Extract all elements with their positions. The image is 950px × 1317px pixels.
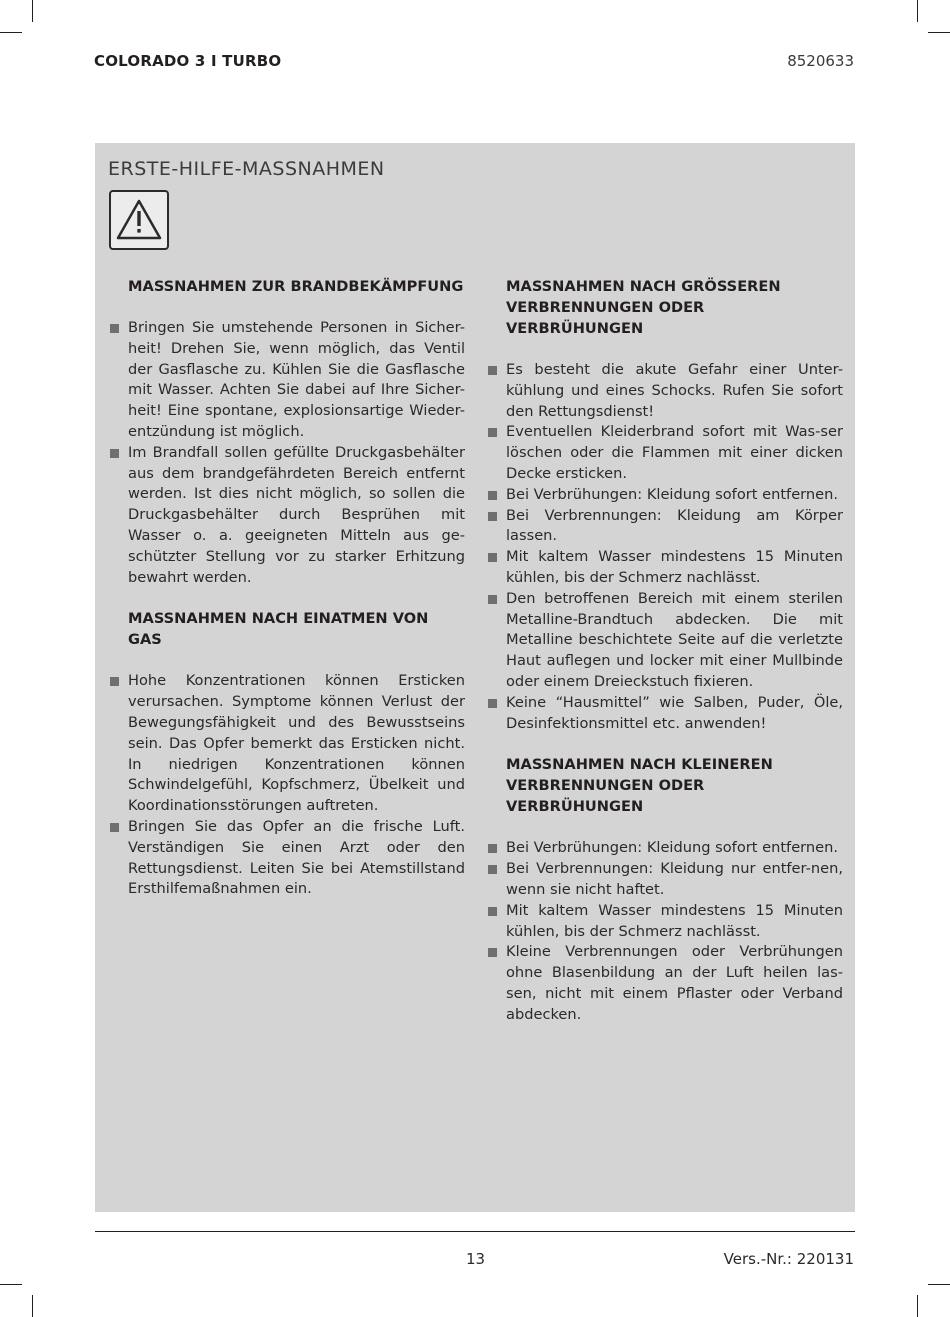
bullet-square-icon xyxy=(488,595,497,604)
first-aid-panel xyxy=(95,143,855,1212)
list-item: Eventuellen Kleiderbrand sofort mit Was-ser löschen oder die Flammen mit einer dicken Decke ersticken. xyxy=(486,422,843,484)
list-item: Den betroffenen Bereich mit einem sterilen Metalline-Brandtuch abdecken. Die mit Metalline beschichtete Seite auf die verletzte Haut auflegen und locker mit einer Mullbinde oder einem Dreieckstuch fixieren. xyxy=(486,589,843,693)
list-gas xyxy=(108,671,465,900)
crop-mark xyxy=(917,1295,918,1317)
list-item: Hohe Konzentrationen können Ersticken verursachen. Symptome können Verlust der Bewegungsfähigkeit und des Bewusstseins sein. Das Opfer bemerkt das Ersticken nicht. In niedrigen Konzentrationen können Schwindelgefühl, Kopfschmerz, Übelkeit und Koordinationsstörungen auftreten. xyxy=(108,671,465,817)
list-major-burns xyxy=(486,360,843,734)
crop-mark xyxy=(928,1284,950,1285)
page-number: 13 xyxy=(466,1250,486,1268)
list-item: Keine “Hausmittel” wie Salben, Puder, Öle, Desinfektionsmittel etc. anwenden! xyxy=(486,693,843,735)
list-item: Bei Verbrennungen: Kleidung am Körper lassen. xyxy=(486,506,843,548)
bullet-square-icon xyxy=(110,823,119,832)
list-item: Mit kaltem Wasser mindestens 15 Minuten kühlen, bis der Schmerz nachlässt. xyxy=(486,901,843,943)
crop-mark xyxy=(32,1295,33,1317)
product-code: 8520633 xyxy=(787,52,854,70)
bullet-square-icon xyxy=(110,677,119,686)
product-name: COLORADO 3 I TURBO xyxy=(94,52,282,70)
list-minor-burns xyxy=(486,838,843,1025)
list-item: Im Brandfall sollen gefüllte Druckgasbehälter aus dem brandgefährdeten Bereich entfernt werden. Ist dies nicht möglich, so sollen die Druckgasbehälter durch Besprühen mit Wasser o. a. geeigneten Mitteln aus ge-schützter Stellung vor zu starker Erhitzung bewahrt werden. xyxy=(108,443,465,589)
bullet-square-icon xyxy=(488,553,497,562)
list-item: Es besteht die akute Gefahr einer Unter-kühlung und eines Schocks. Rufen Sie sofort den Rettungsdienst! xyxy=(486,360,843,422)
bullet-square-icon xyxy=(488,428,497,437)
left-column xyxy=(108,276,465,900)
bullet-square-icon xyxy=(488,844,497,853)
bullet-square-icon xyxy=(488,366,497,375)
bullet-square-icon xyxy=(488,948,497,957)
list-item: Bringen Sie das Opfer an die frische Luft. Verständigen Sie einen Arzt oder den Rettungsdienst. Leiten Sie bei Atemstillstand Ersthilfemaßnahmen ein. xyxy=(108,817,465,900)
list-item: Bringen Sie umstehende Personen in Sicher-heit! Drehen Sie, wenn möglich, das Ventil der Gasflasche zu. Kühlen Sie die Gasflasche mit Wasser. Achten Sie dabei auf Ihre Sicher-heit! Eine spontane, explosionsartige Wieder-entzündung ist möglich. xyxy=(108,318,465,443)
right-column xyxy=(486,276,843,1026)
bullet-square-icon xyxy=(110,324,119,333)
bullet-square-icon xyxy=(488,907,497,916)
crop-mark xyxy=(0,32,22,33)
list-item: Bei Verbrennungen: Kleidung nur entfer-nen, wenn sie nicht haftet. xyxy=(486,859,843,901)
list-item: Kleine Verbrennungen oder Verbrühungen ohne Blasenbildung an der Luft heilen las-sen, nicht mit einem Pflaster oder Verband abdecken. xyxy=(486,942,843,1025)
version-number: Vers.-Nr.: 220131 xyxy=(723,1250,854,1268)
bullet-square-icon xyxy=(488,512,497,521)
list-item: Mit kaltem Wasser mindestens 15 Minuten kühlen, bis der Schmerz nachlässt. xyxy=(486,547,843,589)
list-brand xyxy=(108,318,465,588)
crop-mark xyxy=(0,1284,22,1285)
warning-triangle-icon xyxy=(109,190,169,250)
list-item: Bei Verbrühungen: Kleidung sofort entfernen. xyxy=(486,838,843,859)
crop-mark xyxy=(928,32,950,33)
crop-mark xyxy=(32,0,33,22)
section-title-brand: MASSNAHMEN ZUR BRANDBEKÄMPFUNG xyxy=(128,278,464,295)
bullet-square-icon xyxy=(488,491,497,500)
footer-divider xyxy=(95,1231,855,1232)
panel-title: ERSTE-HILFE-MASSNAHMEN xyxy=(108,158,385,180)
section-title-major-burns: MASSNAHMEN NACH GRÖSSEREN VERBRENNUNGEN ODER VERBRÜHUNGEN xyxy=(506,278,781,337)
crop-mark xyxy=(917,0,918,22)
list-item: Bei Verbrühungen: Kleidung sofort entfernen. xyxy=(486,485,843,506)
section-title-minor-burns: MASSNAHMEN NACH KLEINEREN VERBRENNUNGEN ODER VERBRÜHUNGEN xyxy=(506,756,773,816)
section-title-gas: MASSNAHMEN NACH EINATMEN VON GAS xyxy=(128,610,429,649)
bullet-square-icon xyxy=(488,865,497,874)
warning-triangle-icon-graphic xyxy=(115,196,163,244)
bullet-square-icon xyxy=(488,699,497,708)
bullet-square-icon xyxy=(110,449,119,458)
